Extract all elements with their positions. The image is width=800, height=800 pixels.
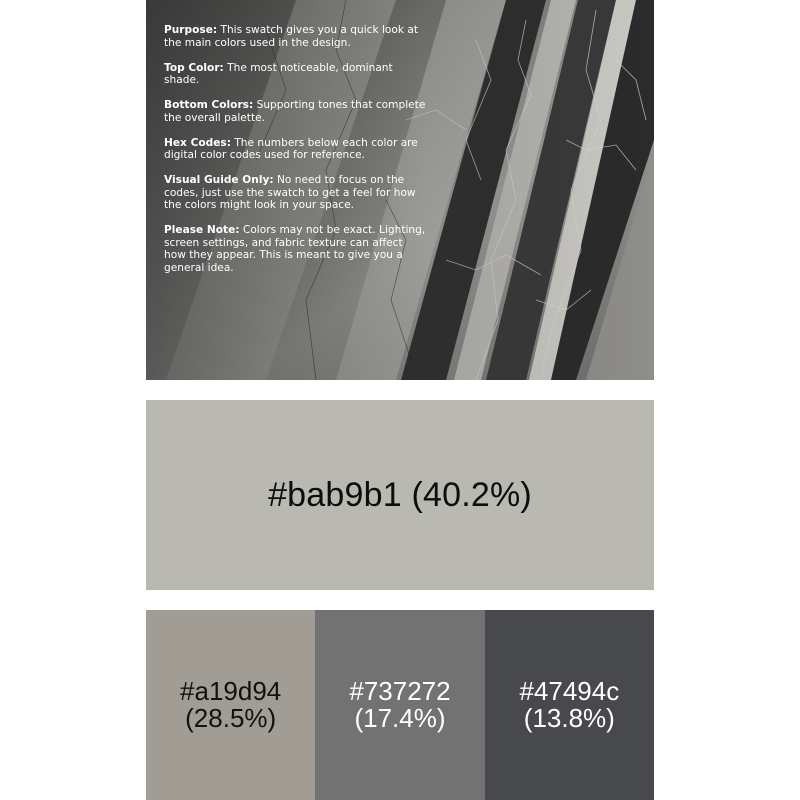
- note-label: Top Color:: [164, 61, 224, 74]
- note-visual-guide: [164, 174, 426, 212]
- note-top-color: [164, 62, 426, 87]
- note-text: This swatch gives you a quick look at the main colors used in the design.: [164, 24, 419, 49]
- note-bottom-colors: [164, 99, 426, 124]
- note-hex-codes: [164, 137, 426, 162]
- note-text: The most noticeable, dominant shade.: [164, 61, 393, 86]
- note-label: Visual Guide Only:: [164, 174, 274, 186]
- note-text: No need to focus on the codes, just use the swatch to get a feel for how the colors might look in your space.: [164, 174, 416, 211]
- note-text: The numbers below each color are digital color codes used for reference.: [164, 136, 418, 161]
- swatch-hex: #a19d94: [180, 676, 282, 706]
- note-text: Supporting tones that complete the overall palette.: [164, 99, 426, 124]
- note-text: Colors may not be exact. Lighting, screen settings, and fabric texture can affect how they appear. This is meant to give you a general idea.: [164, 224, 426, 274]
- swatch-percentage: (28.5%): [185, 703, 277, 733]
- swatch-percentage: (13.8%): [523, 703, 615, 733]
- swatch-percentage: (17.4%): [354, 703, 446, 733]
- note-purpose: [164, 24, 426, 49]
- note-label: Purpose:: [164, 24, 218, 36]
- secondary-color-row: [146, 610, 654, 800]
- marble-texture-image: [146, 0, 654, 380]
- swatch-hex: #47494c: [519, 676, 620, 706]
- secondary-color-swatch: [315, 610, 484, 800]
- note-please-note: [164, 224, 426, 274]
- note-label: Hex Codes:: [164, 136, 231, 149]
- secondary-color-swatch: [146, 610, 315, 800]
- primary-color-swatch: [146, 400, 654, 590]
- note-label: Bottom Colors:: [164, 99, 254, 111]
- note-label: Please Note:: [164, 224, 240, 236]
- secondary-color-swatch: [485, 610, 654, 800]
- swatch-hex: #737272: [349, 676, 451, 706]
- swatch-description: [164, 24, 426, 287]
- primary-color-label: #bab9b1 (40.2%): [268, 475, 532, 514]
